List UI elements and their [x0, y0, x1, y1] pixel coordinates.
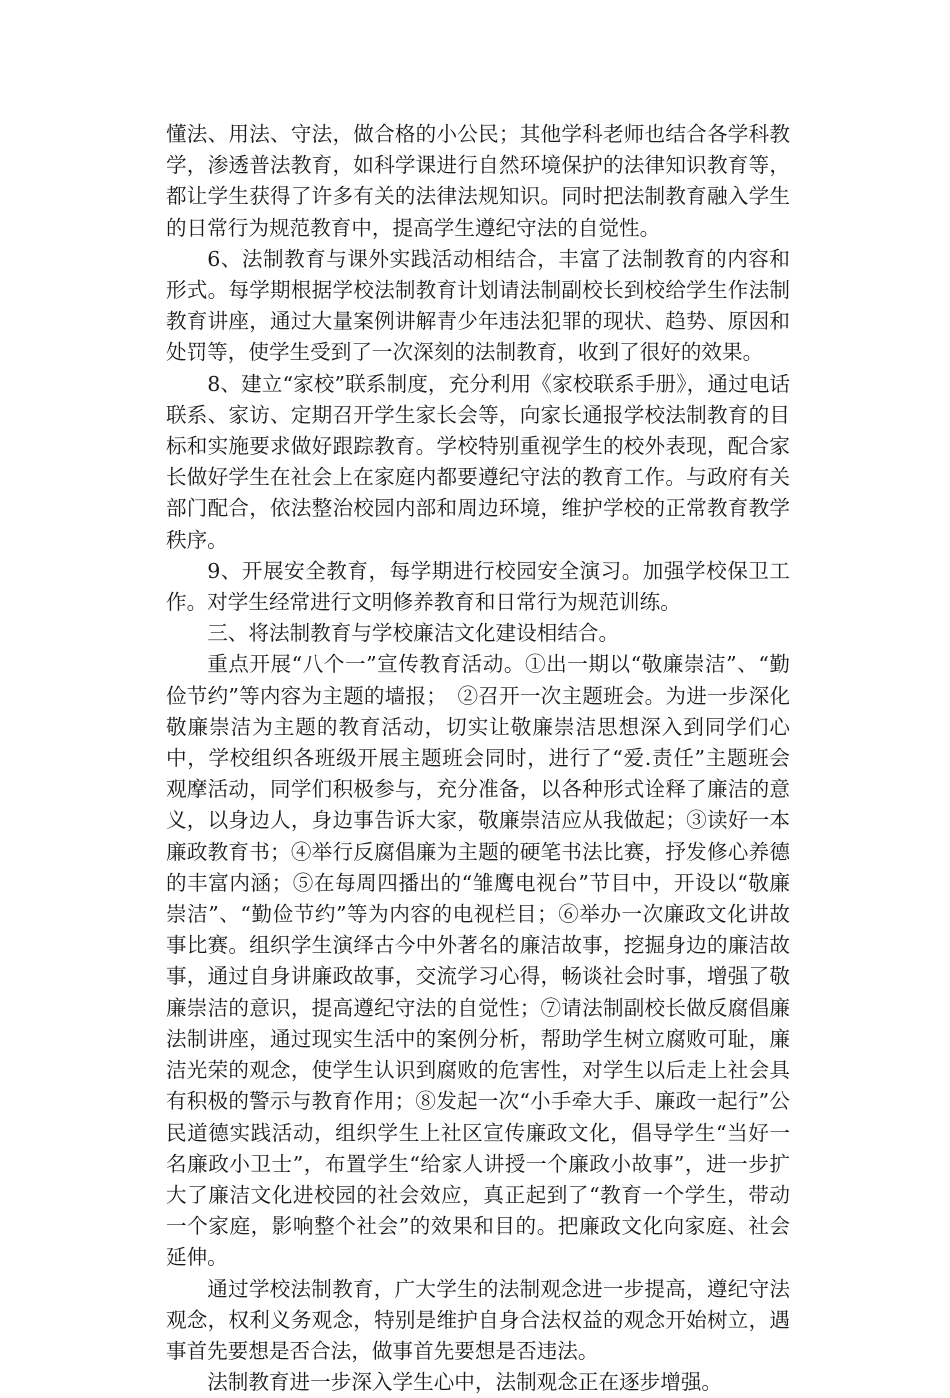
paragraph-item-6: 6、法制教育与课外实践活动相结合，丰富了法制教育的内容和形式。每学期根据学校法制教育计划请法制副校长到校给学生作法制教育讲座，通过大量案例讲解青少年违法犯罪的现状、趋势、原因和处罚等，使学生受到了一次深刻的法制教育，收到了很好的效果。 [166, 246, 790, 365]
paragraph-eight-activities: 重点开展“八个一”宣传教育活动。①出一期以“敬廉崇洁”、“勤俭节约”等内容为主题的墙报； ②召开一次主题班会。为进一步深化敬廉崇洁为主题的教育活动，切实让敬廉崇洁思想深入到同学们心中，学校组织各班级开展主题班会同时，进行了“爱.责任”主题班会观摩活动，同学们积极参与，充分准备，以各种形式诠释了廉洁的意义，以身边人，身边事告诉大家，敬廉崇洁应从我做起；③读好一本廉政教育书；④举行反腐倡廉为主题的硬笔书法比赛，抒发修心养德的丰富内涵；⑤在每周四播出的“雏鹰电视台”节目中，开设以“敬廉崇洁”、“勤俭节约”等为内容的电视栏目；⑥举办一次廉政文化讲故事比赛。组织学生演绎古今中外著名的廉洁故事，挖掘身边的廉洁故事，通过自身讲廉政故事，交流学习心得，畅谈社会时事，增强了敬廉崇洁的意识，提高遵纪守法的自觉性；⑦请法制副校长做反腐倡廉法制讲座，通过现实生活中的案例分析，帮助学生树立腐败可耻，廉洁光荣的观念，使学生认识到腐败的危害性，对学生以后走上社会具有积极的警示与教育作用；⑧发起一次“小手牵大手、廉政一起行”公民道德实践活动，组织学生上社区宣传廉政文化，倡导学生“当好一名廉政小卫士”，布置学生“给家人讲授一个廉政小故事”，进一步扩大了廉洁文化进校园的社会效应，真正起到了“教育一个学生，带动一个家庭，影响整个社会”的效果和目的。把廉政文化向家庭、社会延伸。 [166, 652, 790, 1270]
paragraph-item-8: 8、建立“家校”联系制度，充分利用《家校联系手册》，通过电话联系、家访、定期召开学生家长会等，向家长通报学校法制教育的目标和实施要求做好跟踪教育。学校特别重视学生的校外表现，配合家长做好学生在社会上在家庭内都要遵纪守法的教育工作。与政府有关部门配合，依法整治校园内部和周边环境，维护学校的正常教育教学秩序。 [166, 371, 790, 552]
paragraph-continuation: 懂法、用法、守法，做合格的小公民；其他学科老师也结合各学科教学，渗透普法教育，如科学课进行自然环境保护的法律知识教育等，都让学生获得了许多有关的法律法规知识。同时把法制教育融入学生的日常行为规范教育中，提高学生遵纪守法的自觉性。 [166, 122, 790, 240]
paragraph-results: 通过学校法制教育，广大学生的法制观念进一步提高，遵纪守法观念，权利义务观念，特别是维护自身合法权益的观念开始树立，遇事首先要想是否合法，做事首先要想是否违法。 [166, 1276, 790, 1363]
paragraph-item-9: 9、开展安全教育，每学期进行校园安全演习。加强学校保卫工作。对学生经常进行文明修养教育和日常行为规范训练。 [166, 558, 790, 615]
paragraph-conclusion: 法制教育进一步深入学生心中，法制观念正在逐步增强。 [207, 1370, 723, 1395]
document-body [166, 119, 790, 1398]
section-heading-3: 三、将法制教育与学校廉洁文化建设相结合。 [207, 621, 620, 646]
